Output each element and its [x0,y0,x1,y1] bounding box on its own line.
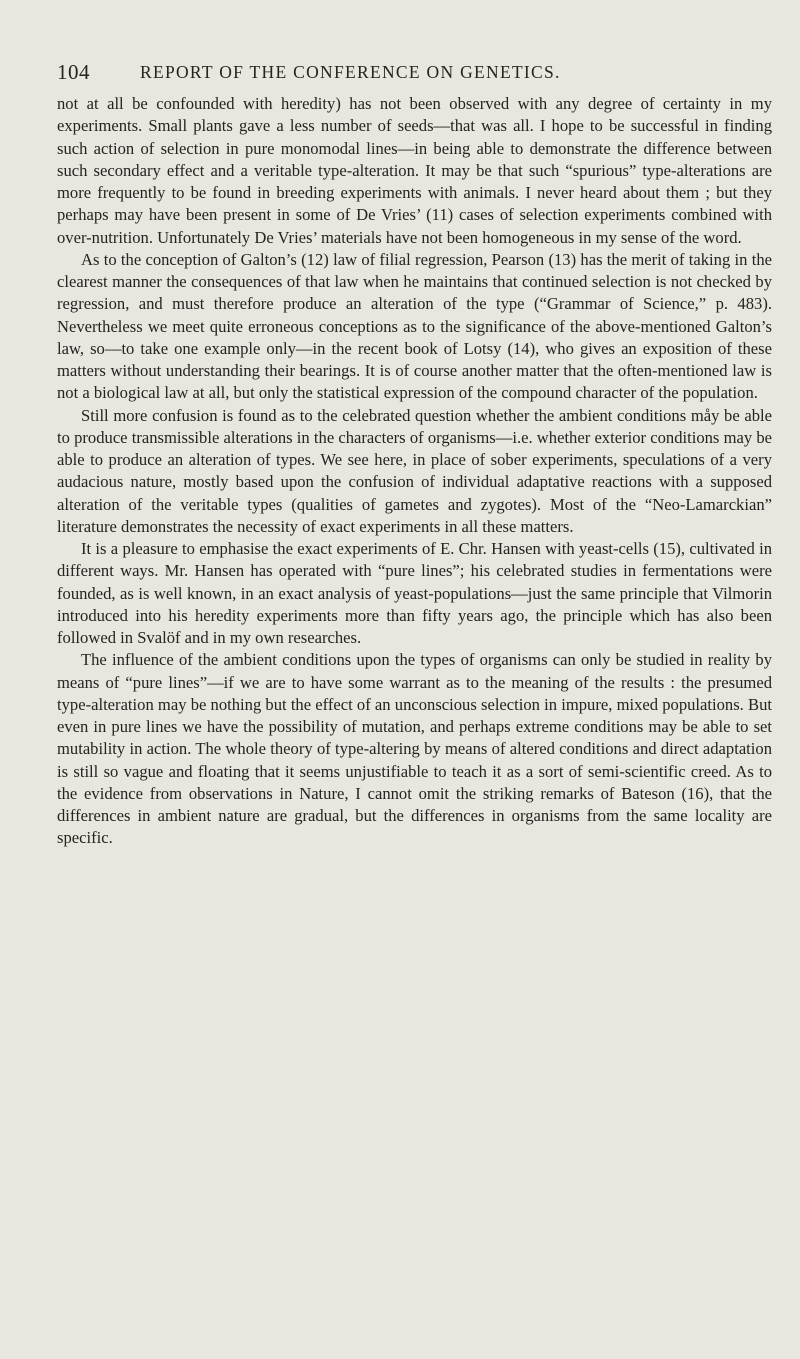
paragraph-hansen-experiments: It is a pleasure to emphasise the exact experiments of E. Chr. Hansen with yeast-cells (15), cultivated in different ways. Mr. Hansen has operated with “pure lines”; his celebrated studies in fermentations were founded, as is well known, in an exact analysis of yeast-populations—just the same principle that Vilmorin introduced into his heredity experiments more than fifty years ago, the principle which has also been followed in Svalöf and in my own researches. [57,539,772,647]
body-text [57,93,772,850]
paragraph-ambient-conditions: Still more confusion is found as to the celebrated question whether the ambient conditions måy be able to produce transmissible alterations in the characters of organisms—i.e. whether exterior conditions may be able to produce an alteration of types. We see here, in place of sober experiments, speculations of a very audacious nature, mostly based upon the confusion of individual adaptative reactions with a supposed alteration of the veritable types (qualities of gametes and zygotes). Most of the “Neo-Lamarckian” literature demonstrates the necessity of exact experiments in all these matters. [57,405,772,536]
paragraph-pure-lines: The influence of the ambient conditions upon the types of organisms can only be studied in reality by means of “pure lines”—if we are to have some warrant as to the meaning of the results : the presumed type-alteration may be nothing but the effect of an unconscious selection in impure, mixed populations. But even in pure lines we have the possibility of mutation, and perhaps extreme conditions may be able to set mutability in action. The whole theory of type-altering by means of altered conditions and direct adaptation is still so vague and floating that it seems unjustifiable to teach it as a sort of semi-scientific creed. As to the evidence from observations in Nature, I cannot omit the striking remarks of Bateson (16), that the differences in ambient nature are gradual, but the differences in organisms from the same locality are specific. [57,650,772,848]
page-number: 104 [57,60,90,84]
paragraph-continued: not at all be confounded with heredity) has not been observed with any degree of certainty in my experiments. Small plants gave a less number of seeds—that was all. I hope to be successful in finding such action of selection in pure monomodal lines—in being able to demonstrate the difference between such secondary effect and a veritable type-alteration. It may be that such “spurious” type-alterations are more frequently to be found in breeding experiments with animals. I never heard about them ; but they perhaps may have been present in some of De Vries’ (11) cases of selection experiments combined with over-nutrition. Unfortunately De Vries’ materials have not been homogeneous in my sense of the word. [57,94,772,247]
running-head-title: REPORT OF THE CONFERENCE ON GENETICS. [140,62,561,82]
paragraph-galton-law: As to the conception of Galton’s (12) law of filial regression, Pearson (13) has the merit of taking in the clearest manner the consequences of that law when he maintains that continued selection is not checked by regression, and must therefore produce an alteration of the type (“Grammar of Science,” p. 483). Nevertheless we meet quite erroneous conceptions as to the significance of the above-mentioned Galton’s law, so—to take one example only—in the recent book of Lotsy (14), who gives an exposition of these matters without understanding their bearings. It is of course another matter that the often-mentioned law is not a biological law at all, but only the statistical expression of the compound character of the population. [57,249,772,403]
running-head [0,60,800,86]
